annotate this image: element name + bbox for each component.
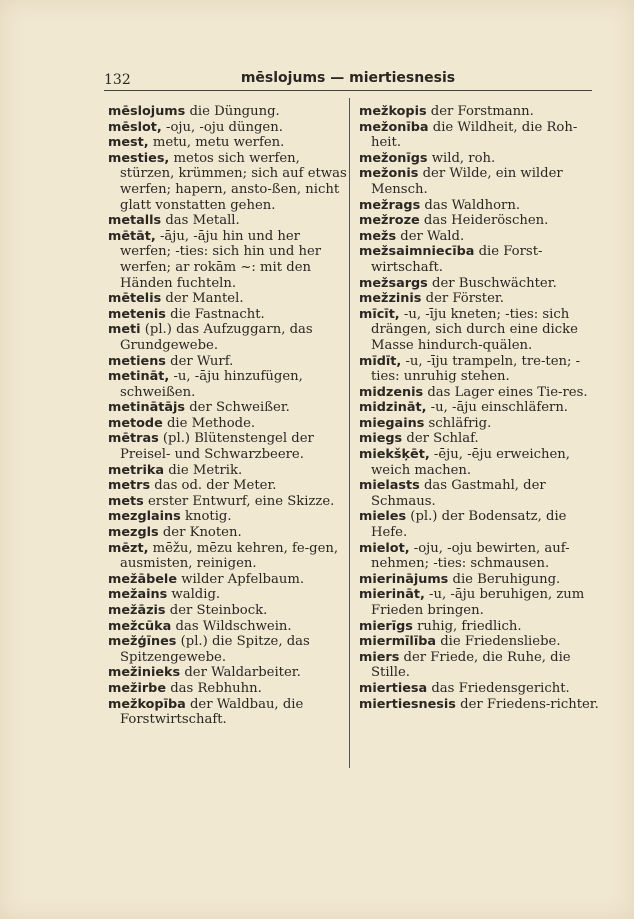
dictionary-entry: [359, 416, 605, 432]
entry-definition: (pl.) Blütenstengel der Preisel- und Schwarzbeere.: [120, 431, 314, 463]
entry-headword: miermīlība: [359, 634, 436, 650]
entry-headword: mierinājums: [359, 571, 449, 587]
entry-headword: mežāzis: [108, 603, 166, 618]
entry-headword: mežcūka: [108, 618, 172, 634]
dictionary-entry: [108, 431, 348, 462]
entry-definition: -u, -āju hinzufügen, schweißen.: [120, 369, 303, 400]
entry-headword: mežains: [108, 587, 168, 603]
dictionary-entry: [359, 213, 605, 229]
dictionary-entry: [359, 650, 605, 681]
dictionary-entry: [108, 151, 348, 213]
dictionary-entry: [108, 697, 348, 728]
dictionary-entry: [359, 447, 605, 478]
entry-definition: wild, roh.: [431, 150, 496, 166]
entry-headword: mežinieks: [108, 665, 181, 681]
entry-headword: mežonis: [359, 166, 419, 182]
entry-headword: miertiesnesis: [359, 696, 456, 712]
dictionary-entry: [359, 478, 605, 509]
dictionary-entry: [359, 541, 605, 572]
entry-definition: die Beruhigung.: [452, 571, 561, 587]
entry-definition: knotig.: [184, 509, 232, 525]
entry-definition: das Waldhorn.: [424, 197, 521, 213]
entry-headword: mīcīt,: [359, 306, 400, 322]
entry-definition: das od. der Meter.: [154, 478, 277, 494]
dictionary-entry: [108, 416, 348, 432]
entry-definition: der Forstmann.: [430, 104, 534, 119]
entry-headword: mieles: [359, 509, 407, 525]
dictionary-entry: [359, 354, 605, 385]
entry-headword: mežkopis: [359, 104, 427, 119]
entry-definition: der Mantel.: [165, 291, 244, 307]
entry-headword: mezglains: [108, 509, 181, 525]
entry-definition: der Friedens-richter.: [460, 696, 599, 712]
entry-definition: die Methode.: [166, 415, 256, 431]
entry-definition: das Lager eines Tie-res.: [427, 384, 588, 400]
entry-headword: midzenis: [359, 384, 424, 400]
entry-definition: erster Entwurf, eine Skizze.: [147, 493, 335, 509]
entry-definition: der Knoten.: [162, 525, 242, 541]
entry-headword: mežābele: [108, 571, 178, 587]
entry-headword: mežroze: [359, 213, 420, 229]
entry-definition: das Metall.: [165, 213, 240, 229]
entry-definition: das Gastmahl, der Schmaus.: [371, 478, 546, 509]
dictionary-entry: [108, 634, 348, 665]
dictionary-entry: [108, 400, 348, 416]
left-column: [108, 104, 348, 728]
entry-definition: der Friede, die Ruhe, die Stille.: [371, 649, 571, 681]
entry-headword: mest,: [108, 135, 149, 151]
dictionary-entry: [108, 541, 348, 572]
dictionary-entry: [108, 291, 348, 307]
dictionary-entry: [108, 354, 348, 370]
entry-headword: midzināt,: [359, 400, 427, 416]
dictionary-entry: [108, 665, 348, 681]
entry-headword: mežs: [359, 228, 397, 244]
dictionary-entry: [108, 120, 348, 136]
entry-definition: der Waldbau, die Forstwirtschaft.: [120, 696, 304, 728]
entry-definition: der Waldarbeiter.: [184, 665, 301, 681]
dictionary-entry: [108, 494, 348, 510]
dictionary-entry: [359, 307, 605, 354]
entry-headword: metode: [108, 415, 163, 431]
entry-definition: -āju, -āju hin und her werfen; -ties: sich hin und her werfen; ar rokām ~: mit den Händen fuchteln.: [120, 228, 322, 291]
entry-headword: mežsargs: [359, 275, 428, 291]
entry-definition: (pl.) der Bodensatz, die Hefe.: [371, 509, 567, 541]
entry-headword: mierīgs: [359, 618, 413, 634]
dictionary-entry: [359, 120, 605, 151]
dictionary-entry: [108, 307, 348, 323]
entry-definition: der Wurf.: [170, 353, 234, 369]
entry-headword: mēslojums: [108, 104, 186, 119]
dictionary-entry: [108, 587, 348, 603]
dictionary-entry: [108, 525, 348, 541]
dictionary-entry: [359, 587, 605, 618]
dictionary-entry: [108, 619, 348, 635]
dictionary-entry: [359, 697, 605, 713]
entry-definition: -oju, -oju bewirten, auf-nehmen; -ties: schmausen.: [371, 540, 570, 572]
entry-definition: die Düngung.: [189, 104, 280, 119]
dictionary-entry: [359, 244, 605, 275]
entry-definition: ruhig, friedlich.: [417, 618, 522, 634]
dictionary-entry: [359, 151, 605, 167]
dictionary-entry: [108, 572, 348, 588]
entry-definition: die Metrik.: [168, 462, 243, 478]
entry-definition: wilder Apfelbaum.: [181, 571, 305, 587]
dictionary-entry: [108, 478, 348, 494]
entry-headword: mežonība: [359, 119, 429, 135]
entry-headword: meti: [108, 322, 141, 338]
dictionary-entry: [108, 509, 348, 525]
dictionary-entry: [359, 681, 605, 697]
entry-headword: metenis: [108, 306, 166, 322]
entry-headword: miers: [359, 649, 400, 665]
entry-headword: mežkopība: [108, 696, 186, 712]
entry-definition: metos sich werfen, stürzen, krümmen; sich auf etwas werfen; hapern, ansto-ßen, nicht glatt vonstatten gehen.: [120, 150, 347, 213]
dictionary-entry: [108, 603, 348, 619]
dictionary-entry: [359, 229, 605, 245]
entry-headword: mežzinis: [359, 291, 422, 307]
entry-headword: metināt,: [108, 369, 170, 385]
entry-headword: mētelis: [108, 291, 162, 307]
entry-definition: das Wildschwein.: [175, 618, 292, 634]
dictionary-entry: [359, 400, 605, 416]
entry-headword: mēslot,: [108, 119, 162, 135]
entry-headword: mēzt,: [108, 540, 149, 556]
entry-headword: mesties,: [108, 150, 170, 166]
entry-definition: der Steinbock.: [169, 603, 268, 618]
entry-headword: metalls: [108, 213, 162, 229]
entry-definition: der Buschwächter.: [432, 275, 557, 291]
entry-definition: der Förster.: [425, 291, 504, 307]
entry-headword: mežirbe: [108, 680, 166, 696]
entry-headword: mētāt,: [108, 228, 156, 244]
entry-definition: die Friedensliebe.: [440, 634, 561, 650]
entry-definition: (pl.) die Spitze, das Spitzengewebe.: [120, 634, 310, 665]
column-divider: [349, 98, 350, 768]
entry-headword: mežrags: [359, 197, 421, 213]
entry-definition: die Wildheit, die Roh-heit.: [371, 119, 578, 151]
entry-definition: das Heideröschen.: [423, 213, 549, 229]
entry-definition: der Schlaf.: [406, 431, 479, 447]
entry-headword: mezgls: [108, 525, 159, 541]
entry-definition: das Friedensgericht.: [431, 680, 570, 696]
entry-headword: mets: [108, 493, 144, 509]
page-number: 132: [104, 72, 131, 88]
dictionary-entry: [359, 509, 605, 540]
entry-definition: -u, -āju einschläfern.: [430, 400, 568, 416]
entry-headword: mētras: [108, 431, 159, 447]
dictionary-entry: [359, 166, 605, 197]
dictionary-entry: [108, 369, 348, 400]
entry-definition: -u, -īju kneten; -ties: sich drängen, sich durch eine dicke Masse hindurch-quälen.: [371, 306, 578, 353]
dictionary-entry: [359, 634, 605, 650]
entry-headword: mīdīt,: [359, 353, 402, 369]
dictionary-entry: [359, 104, 605, 120]
entry-headword: miegains: [359, 415, 425, 431]
entry-headword: metinātājs: [108, 400, 186, 416]
dictionary-entry: [108, 322, 348, 353]
entry-headword: miertiesa: [359, 680, 428, 696]
dictionary-entry: [108, 213, 348, 229]
entry-headword: miegs: [359, 431, 403, 447]
running-title: mēslojums — miertiesnesis: [240, 70, 456, 86]
dictionary-entry: [359, 619, 605, 635]
entry-definition: waldig.: [171, 587, 221, 603]
page-header: [104, 72, 592, 91]
entry-definition: die Fastnacht.: [170, 306, 265, 322]
entry-definition: die Forst-wirtschaft.: [371, 244, 543, 275]
entry-headword: miekšķēt,: [359, 447, 430, 463]
entry-headword: mielasts: [359, 478, 420, 494]
entry-definition: -u, -āju beruhigen, zum Frieden bringen.: [371, 587, 585, 618]
dictionary-entry: [359, 572, 605, 588]
entry-definition: -ēju, -ēju erweichen, weich machen.: [371, 447, 570, 478]
entry-headword: mierināt,: [359, 587, 425, 603]
entry-definition: (pl.) das Aufzuggarn, das Grundgewebe.: [120, 322, 313, 353]
entry-headword: metiens: [108, 353, 166, 369]
entry-headword: mežonīgs: [359, 150, 428, 166]
right-column: [359, 104, 605, 712]
dictionary-entry: [359, 385, 605, 401]
entry-definition: das Rebhuhn.: [170, 680, 262, 696]
entry-definition: -u, -īju trampeln, tre-ten; -ties: unruhig stehen.: [371, 353, 581, 385]
entry-headword: mežsaimniecība: [359, 244, 475, 260]
dictionary-entry: [108, 229, 348, 291]
dictionary-entry: [108, 463, 348, 479]
dictionary-entry: [359, 198, 605, 214]
dictionary-entry: [359, 431, 605, 447]
entry-headword: metrs: [108, 478, 151, 494]
entry-definition: schläfrig.: [428, 415, 492, 431]
dictionary-entry: [359, 291, 605, 307]
entry-definition: der Wald.: [400, 228, 465, 244]
entry-definition: der Wilde, ein wilder Mensch.: [371, 166, 563, 197]
entry-definition: -oju, -oju düngen.: [166, 119, 283, 135]
entry-definition: mēžu, mēzu kehren, fe-gen, ausmisten, reinigen.: [120, 540, 339, 572]
entry-definition: metu, metu werfen.: [152, 135, 285, 151]
entry-definition: der Schweißer.: [189, 400, 290, 416]
entry-headword: mielot,: [359, 540, 410, 556]
dictionary-entry: [108, 681, 348, 697]
dictionary-entry: [108, 104, 348, 120]
dictionary-entry: [108, 135, 348, 151]
entry-headword: metrika: [108, 462, 164, 478]
dictionary-entry: [359, 276, 605, 292]
entry-headword: mežģīnes: [108, 634, 177, 650]
